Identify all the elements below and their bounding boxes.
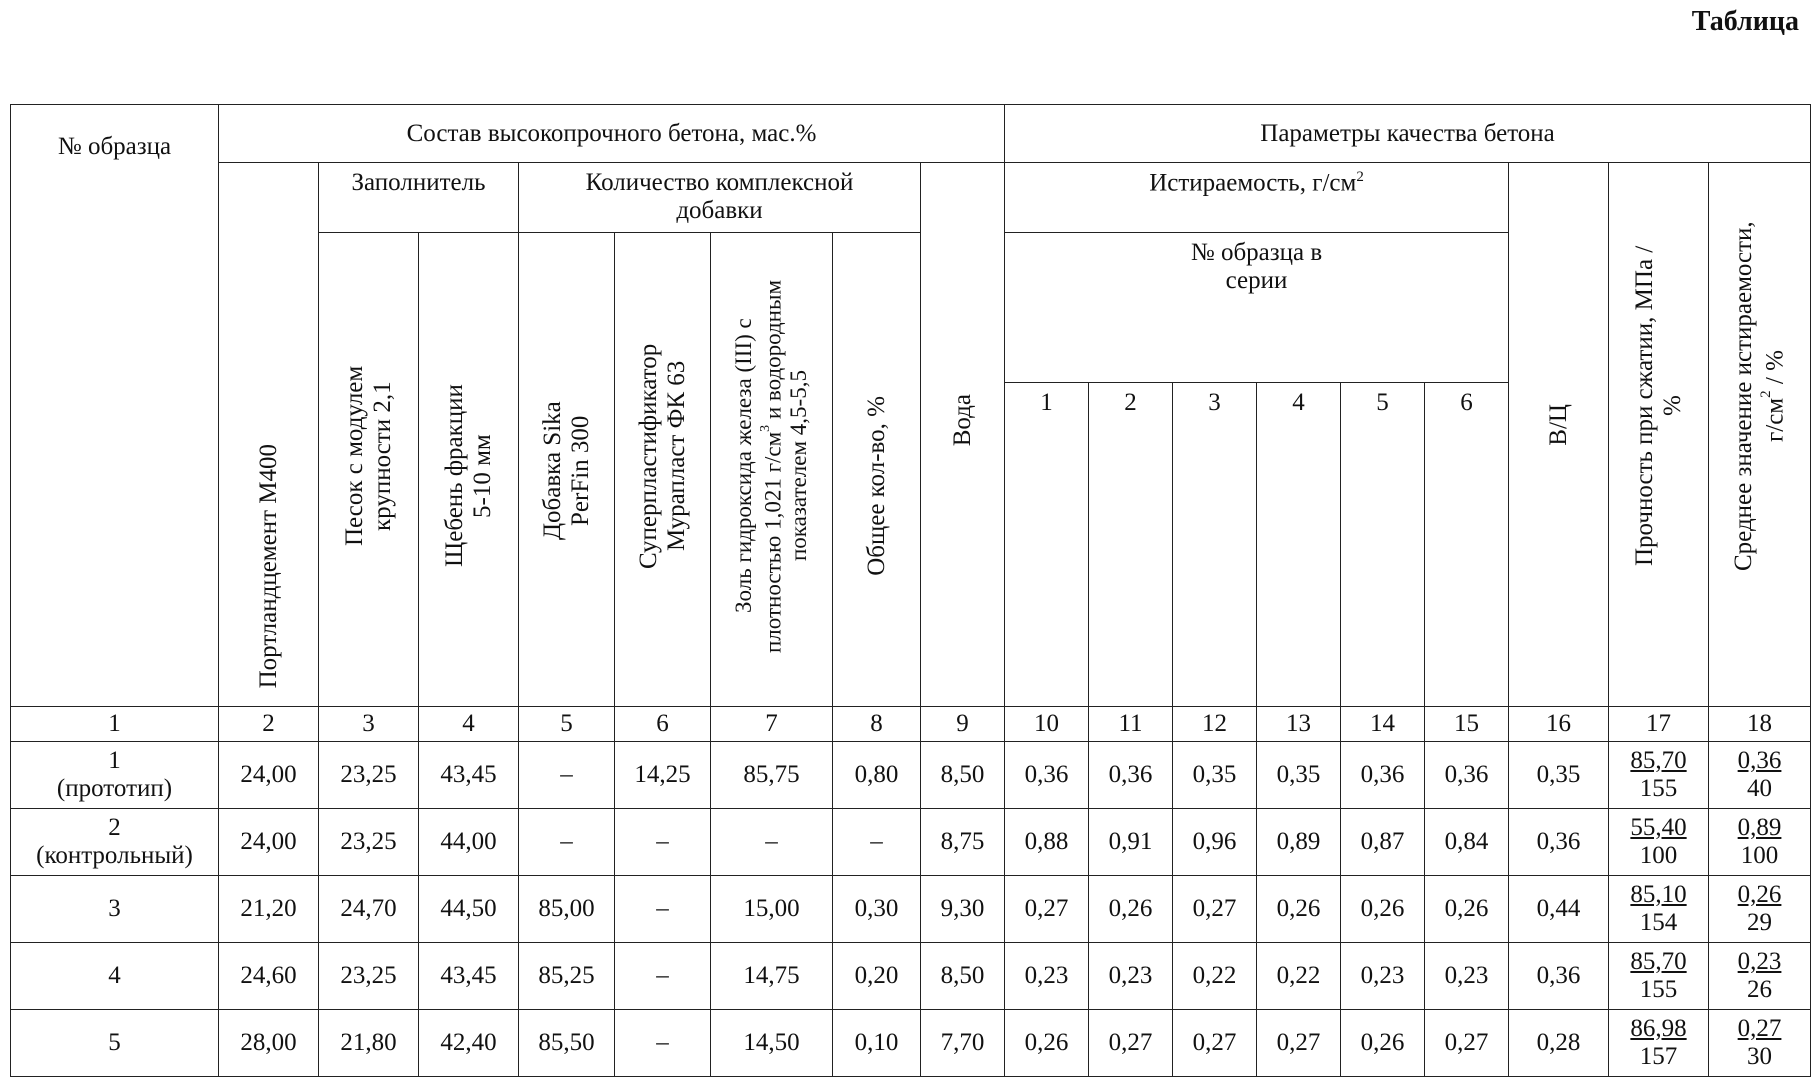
abrasion-cell: 0,35 (1257, 742, 1341, 809)
cement-cell: 21,20 (219, 876, 319, 943)
header-sol: Золь гидроксида железа (III) с плотностью 1,021 $г/см^3$ и водородным показателем 4,5-5,5 (711, 233, 833, 707)
abrasion-cell: 0,84 (1425, 809, 1509, 876)
col-number: 18 (1709, 707, 1811, 742)
abrasion-cell: 0,27 (1173, 876, 1257, 943)
sample-id-cell: 1 (прототип) (11, 742, 219, 809)
table-row (11, 742, 1811, 809)
sand-cell: 23,25 (319, 809, 419, 876)
header-sika: Добавка Sika PerFin 300 (519, 233, 615, 707)
abrasion-cell: 0,91 (1089, 809, 1173, 876)
abrasion-cell: 0,22 (1173, 943, 1257, 1010)
gravel-cell: 44,50 (419, 876, 519, 943)
abrasion-cell: 0,89 (1257, 809, 1341, 876)
superplast-cell: – (615, 1010, 711, 1077)
strength-cell: 85,70 155 (1609, 943, 1709, 1010)
abrasion-cell: 0,26 (1341, 876, 1425, 943)
header-wc: В/Ц (1509, 163, 1609, 707)
water-cell: 8,75 (921, 809, 1005, 876)
col-number: 9 (921, 707, 1005, 742)
abrasion-cell: 0,26 (1089, 876, 1173, 943)
abrasion-cell: 0,23 (1005, 943, 1089, 1010)
header-strength: Прочность при сжатии, МПа / % (1609, 163, 1709, 707)
series-2: 2 (1089, 383, 1173, 707)
series-1: 1 (1005, 383, 1089, 707)
avg-abrasion-cell: 0,26 29 (1709, 876, 1811, 943)
total-cell: 0,30 (833, 876, 921, 943)
sol-cell: 14,50 (711, 1010, 833, 1077)
header-superplast: Суперпластификатор Мурапласт ФК 63 (615, 233, 711, 707)
sika-cell: 85,25 (519, 943, 615, 1010)
sand-cell: 24,70 (319, 876, 419, 943)
col-number: 14 (1341, 707, 1425, 742)
col-number: 1 (11, 707, 219, 742)
header-series-no: № образца в серии (1005, 233, 1509, 383)
series-5: 5 (1341, 383, 1425, 707)
avg-abrasion-cell: 0,89 100 (1709, 809, 1811, 876)
col-number: 13 (1257, 707, 1341, 742)
cement-cell: 24,00 (219, 742, 319, 809)
water-cell: 8,50 (921, 742, 1005, 809)
avg-abrasion-cell: 0,36 40 (1709, 742, 1811, 809)
sika-cell: – (519, 809, 615, 876)
avg-abrasion-cell: 0,23 26 (1709, 943, 1811, 1010)
table-row (11, 876, 1811, 943)
header-additive-group: Количество комплексной добавки (519, 163, 921, 233)
wc-cell: 0,35 (1509, 742, 1609, 809)
table-caption: Таблица (1691, 6, 1799, 37)
col-number: 2 (219, 707, 319, 742)
series-6: 6 (1425, 383, 1509, 707)
gravel-cell: 44,00 (419, 809, 519, 876)
wc-cell: 0,36 (1509, 943, 1609, 1010)
total-cell: 0,10 (833, 1010, 921, 1077)
header-quality: Параметры качества бетона (1005, 105, 1811, 163)
table-row (11, 943, 1811, 1010)
gravel-cell: 42,40 (419, 1010, 519, 1077)
header-composition: Состав высокопрочного бетона, мас.% (219, 105, 1005, 163)
abrasion-cell: 0,23 (1089, 943, 1173, 1010)
sample-id-cell: 3 (11, 876, 219, 943)
sample-id-cell: 2 (контрольный) (11, 809, 219, 876)
sol-cell: 14,75 (711, 943, 833, 1010)
col-number: 15 (1425, 707, 1509, 742)
total-cell: 0,80 (833, 742, 921, 809)
sika-cell: 85,00 (519, 876, 615, 943)
abrasion-cell: 0,27 (1425, 1010, 1509, 1077)
header-cement: Портландцемент М400 (219, 163, 319, 707)
cement-cell: 28,00 (219, 1010, 319, 1077)
sand-cell: 23,25 (319, 742, 419, 809)
abrasion-cell: 0,27 (1257, 1010, 1341, 1077)
col-number: 17 (1609, 707, 1709, 742)
col-number: 11 (1089, 707, 1173, 742)
abrasion-cell: 0,36 (1341, 742, 1425, 809)
wc-cell: 0,28 (1509, 1010, 1609, 1077)
strength-cell: 85,10 154 (1609, 876, 1709, 943)
abrasion-cell: 0,27 (1005, 876, 1089, 943)
header-total: Общее кол-во, % (833, 233, 921, 707)
sol-cell: 15,00 (711, 876, 833, 943)
table-row (11, 809, 1811, 876)
sample-id-cell: 5 (11, 1010, 219, 1077)
abrasion-cell: 0,26 (1005, 1010, 1089, 1077)
superplast-cell: – (615, 943, 711, 1010)
header-aggregate: Заполнитель (319, 163, 519, 233)
abrasion-cell: 0,36 (1005, 742, 1089, 809)
col-number: 8 (833, 707, 921, 742)
abrasion-cell: 0,22 (1257, 943, 1341, 1010)
header-sample-no: № образца (11, 105, 219, 707)
col-number: 6 (615, 707, 711, 742)
col-number: 12 (1173, 707, 1257, 742)
superplast-cell: 14,25 (615, 742, 711, 809)
water-cell: 8,50 (921, 943, 1005, 1010)
sand-cell: 21,80 (319, 1010, 419, 1077)
superplast-cell: – (615, 876, 711, 943)
superplast-cell: – (615, 809, 711, 876)
abrasion-cell: 0,27 (1173, 1010, 1257, 1077)
sample-id-cell: 4 (11, 943, 219, 1010)
abrasion-cell: 0,26 (1425, 876, 1509, 943)
sol-cell: – (711, 809, 833, 876)
header-water: Вода (921, 163, 1005, 707)
col-number: 3 (319, 707, 419, 742)
abrasion-cell: 0,96 (1173, 809, 1257, 876)
water-cell: 9,30 (921, 876, 1005, 943)
gravel-cell: 43,45 (419, 742, 519, 809)
abrasion-cell: 0,23 (1341, 943, 1425, 1010)
series-3: 3 (1173, 383, 1257, 707)
total-cell: 0,20 (833, 943, 921, 1010)
cement-cell: 24,60 (219, 943, 319, 1010)
col-number: 10 (1005, 707, 1089, 742)
series-4: 4 (1257, 383, 1341, 707)
col-number: 4 (419, 707, 519, 742)
column-number-row (11, 707, 1811, 742)
abrasion-cell: 0,27 (1089, 1010, 1173, 1077)
abrasion-cell: 0,26 (1341, 1010, 1425, 1077)
total-cell: – (833, 809, 921, 876)
abrasion-cell: 0,23 (1425, 943, 1509, 1010)
wc-cell: 0,36 (1509, 809, 1609, 876)
sand-cell: 23,25 (319, 943, 419, 1010)
col-number: 5 (519, 707, 615, 742)
wc-cell: 0,44 (1509, 876, 1609, 943)
cement-cell: 24,00 (219, 809, 319, 876)
header-avg-abrasion: Среднее значение истираемости, $г/см^2$ / % (1709, 163, 1811, 707)
abrasion-cell: 0,88 (1005, 809, 1089, 876)
header-abrasion: Истираемость, $г/см^2$ (1005, 163, 1509, 233)
water-cell: 7,70 (921, 1010, 1005, 1077)
sol-cell: 85,75 (711, 742, 833, 809)
table-row (11, 1010, 1811, 1077)
sika-cell: 85,50 (519, 1010, 615, 1077)
col-number: 16 (1509, 707, 1609, 742)
abrasion-cell: 0,35 (1173, 742, 1257, 809)
sika-cell: – (519, 742, 615, 809)
data-table (10, 104, 1811, 1077)
strength-cell: 55,40 100 (1609, 809, 1709, 876)
header-gravel: Щебень фракции 5-10 мм (419, 233, 519, 707)
abrasion-cell: 0,36 (1089, 742, 1173, 809)
strength-cell: 85,70 155 (1609, 742, 1709, 809)
abrasion-cell: 0,36 (1425, 742, 1509, 809)
avg-abrasion-cell: 0,27 30 (1709, 1010, 1811, 1077)
strength-cell: 86,98 157 (1609, 1010, 1709, 1077)
gravel-cell: 43,45 (419, 943, 519, 1010)
abrasion-cell: 0,87 (1341, 809, 1425, 876)
header-sand: Песок с модулем крупности 2,1 (319, 233, 419, 707)
abrasion-cell: 0,26 (1257, 876, 1341, 943)
col-number: 7 (711, 707, 833, 742)
